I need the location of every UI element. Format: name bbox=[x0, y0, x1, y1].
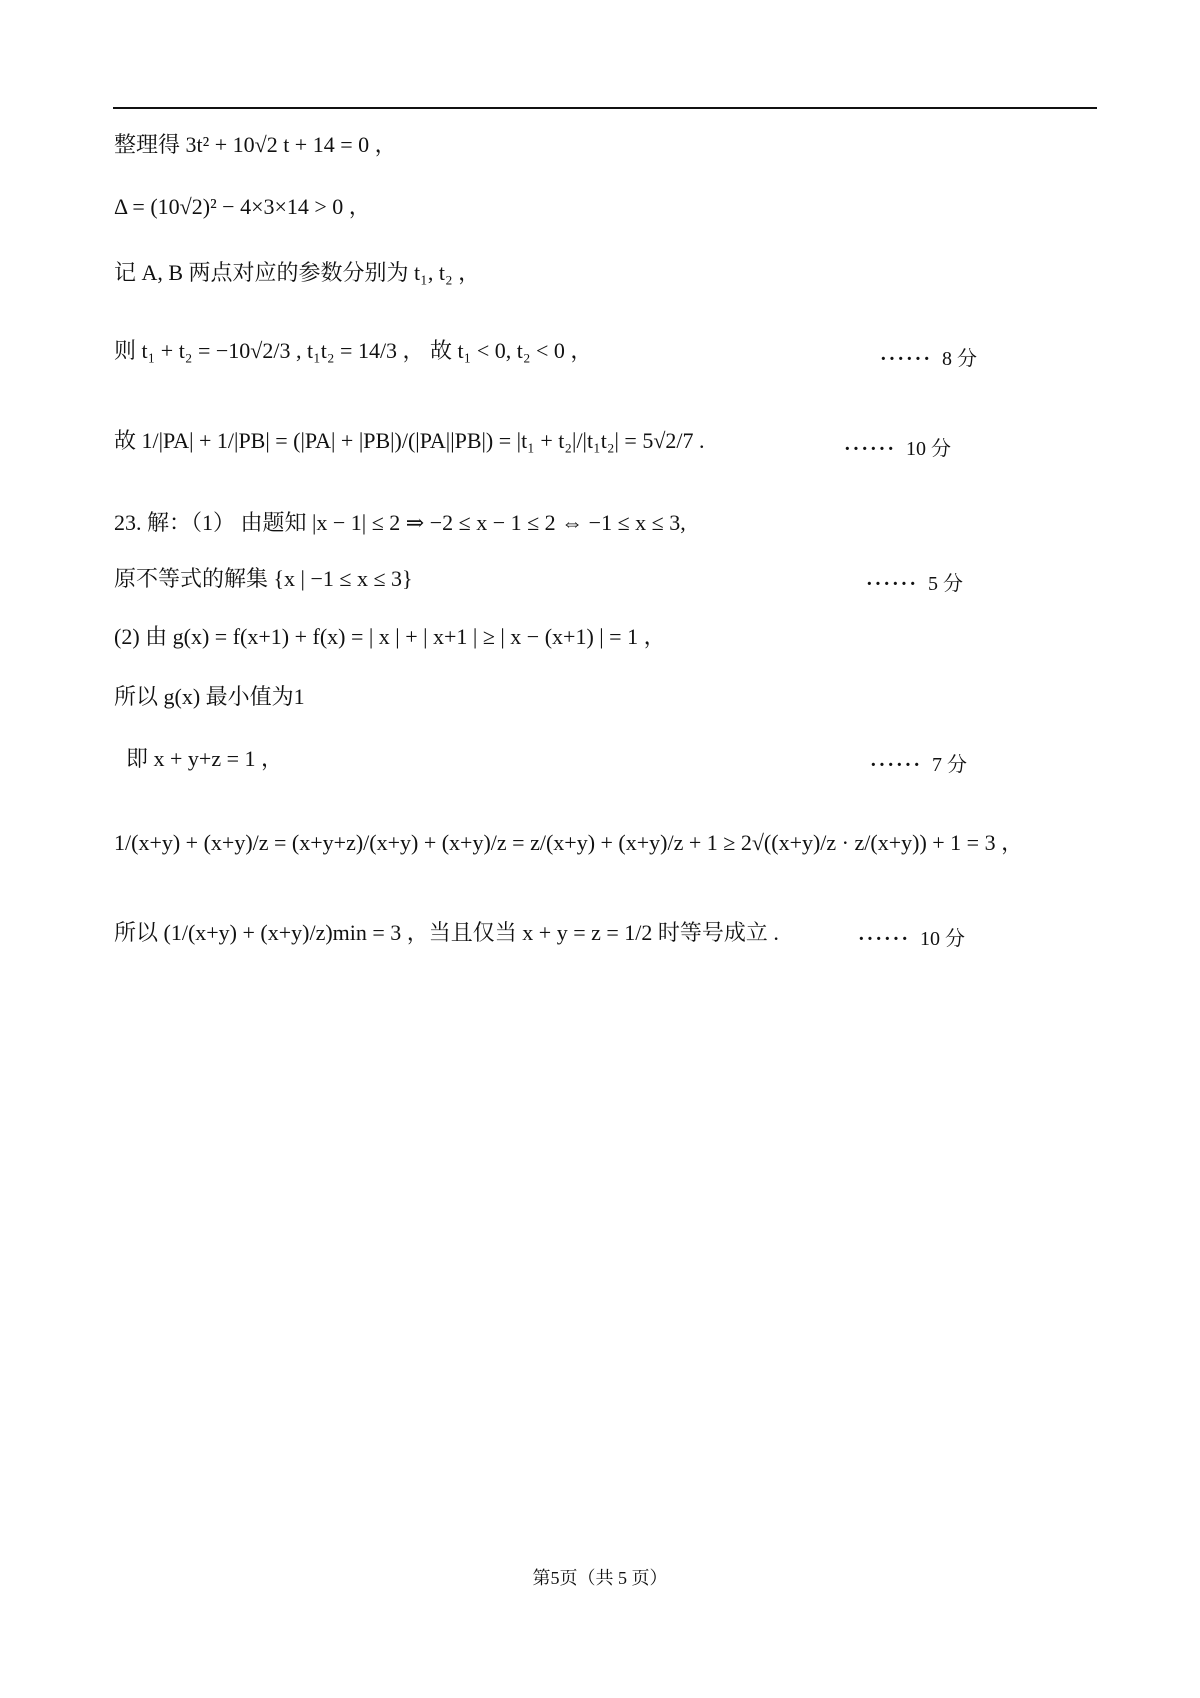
score-dots: ······ bbox=[870, 754, 923, 776]
problem-23-part1: 23. 解：（1） 由题知 |x − 1| ≤ 2 ⇒ −2 ≤ x − 1 ≤ 2 ⇔ −1 ≤ x ≤ 3, bbox=[114, 510, 686, 535]
score-label: 10 分 bbox=[920, 928, 966, 950]
score-10-first bbox=[844, 432, 951, 461]
equation-line-sum-product: 则 t₁ + t₂ = −10√2/3 , t₁t₂ = 14/3 ， 故 t₁ < 0, t₂ < 0 ， bbox=[114, 338, 593, 363]
header-rule bbox=[113, 107, 1097, 109]
score-7 bbox=[870, 748, 967, 777]
inequality-chain-line: 1/(x+y) + (x+y)/z = (x+y+z)/(x+y) + (x+y)/z = z/(x+y) + (x+y)/z + 1 ≥ 2√((x+y)/z · z/(x+y)) + 1 = 3 ， bbox=[114, 830, 1024, 855]
score-dots: ······ bbox=[880, 348, 933, 370]
constraint-line: 即 x + y+z = 1 ， bbox=[126, 746, 283, 771]
score-label: 7 分 bbox=[932, 754, 968, 776]
solution-set-line: 原不等式的解集 {x | −1 ≤ x ≤ 3} bbox=[114, 566, 413, 591]
min-value-line: 所以 g(x) 最小值为1 bbox=[114, 684, 305, 709]
score-dots: ······ bbox=[844, 438, 897, 460]
score-10-second bbox=[858, 922, 965, 951]
equation-line-reciprocal: 故 1/|PA| + 1/|PB| = (|PA| + |PB|)/(|PA||PB|) = |t₁ + t₂|/|t₁t₂| = 5√2/7 . bbox=[114, 428, 705, 453]
score-5 bbox=[866, 567, 963, 596]
equation-line-1: 整理得 3t² + 10√2 t + 14 = 0 ， bbox=[114, 132, 397, 157]
text-line-params: 记 A, B 两点对应的参数分别为 t₁, t₂ ， bbox=[114, 260, 481, 285]
score-label: 5 分 bbox=[928, 573, 964, 595]
problem-23-part2: (2) 由 g(x) = f(x+1) + f(x) = | x | + | x+1 | ≥ | x − (x+1) | = 1 ， bbox=[114, 624, 666, 649]
score-label: 10 分 bbox=[906, 438, 952, 460]
score-dots: ······ bbox=[866, 573, 919, 595]
equation-line-2: Δ = (10√2)² − 4×3×14 > 0 ， bbox=[114, 194, 371, 219]
page-footer: 第5页（共 5 页） bbox=[532, 1568, 668, 1588]
score-label: 8 分 bbox=[942, 348, 978, 370]
conclusion-line: 所以 (1/(x+y) + (x+y)/z)min = 3 ，当且仅当 x + y = z = 1/2 时等号成立 . bbox=[114, 920, 779, 945]
score-dots: ······ bbox=[858, 928, 911, 950]
score-8 bbox=[880, 342, 977, 371]
